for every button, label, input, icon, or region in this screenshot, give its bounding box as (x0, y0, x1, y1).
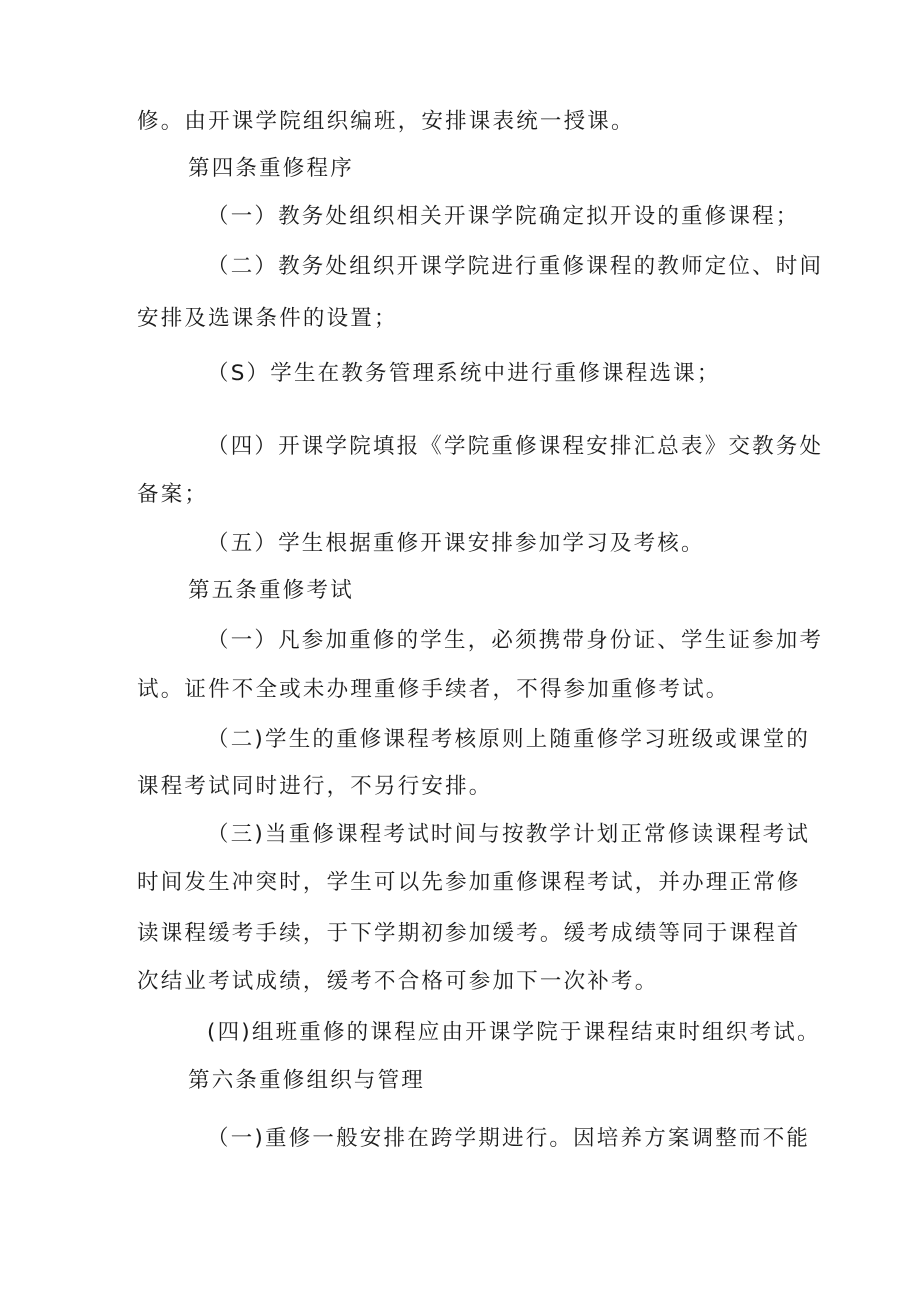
list-item: （一)重修一般安排在跨学期进行。因培养方案调整而不能 (207, 1126, 811, 1151)
list-item: （一）教务处组织相关开课学院确定拟开设的重修课程； (207, 204, 800, 229)
paragraph-line: 课程考试同时进行，不另行安排。 (137, 774, 493, 799)
paragraph-line: 安排及选课条件的设置； (137, 306, 398, 331)
list-item: （一）凡参加重修的学生，必须携带身份证、学生证参加考 (207, 628, 824, 653)
list-item: （三)当重修课程考试时间与按教学计划正常修读课程考试 (207, 822, 811, 847)
article-heading: 第五条重修考试 (188, 578, 354, 603)
paragraph-line: 试。证件不全或未办理重修手续者，不得参加重修考试。 (137, 677, 730, 702)
list-item: (四)组班重修的课程应由开课学院于课程结束时组织考试。 (207, 1020, 821, 1045)
paragraph-line: 次结业考试成绩，缓考不合格可参加下一次补考。 (137, 969, 659, 994)
list-item: （五）学生根据重修开课安排参加学习及考核。 (207, 531, 705, 556)
list-item: （四）开课学院填报《学院重修课程安排汇总表》交教务处 (207, 434, 824, 459)
paragraph-line: 时间发生冲突时，学生可以先参加重修课程考试，并办理正常修 (137, 870, 801, 895)
list-item: （二）教务处组织开课学院进行重修课程的教师定位、时间 (207, 254, 824, 279)
article-heading: 第六条重修组织与管理 (188, 1068, 426, 1093)
list-item: （S）学生在教务管理系统中进行重修课程选课； (207, 361, 721, 386)
paragraph-line: 备案； (137, 482, 209, 507)
paragraph-line: 修。由开课学院组织编班，安排课表统一授课。 (137, 109, 635, 134)
paragraph-line: 读课程缓考手续，于下学期初参加缓考。缓考成绩等同于课程首 (137, 921, 801, 946)
article-heading: 第四条重修程序 (188, 156, 354, 181)
list-item: （二)学生的重修课程考核原则上随重修学习班级或课堂的 (207, 727, 811, 752)
